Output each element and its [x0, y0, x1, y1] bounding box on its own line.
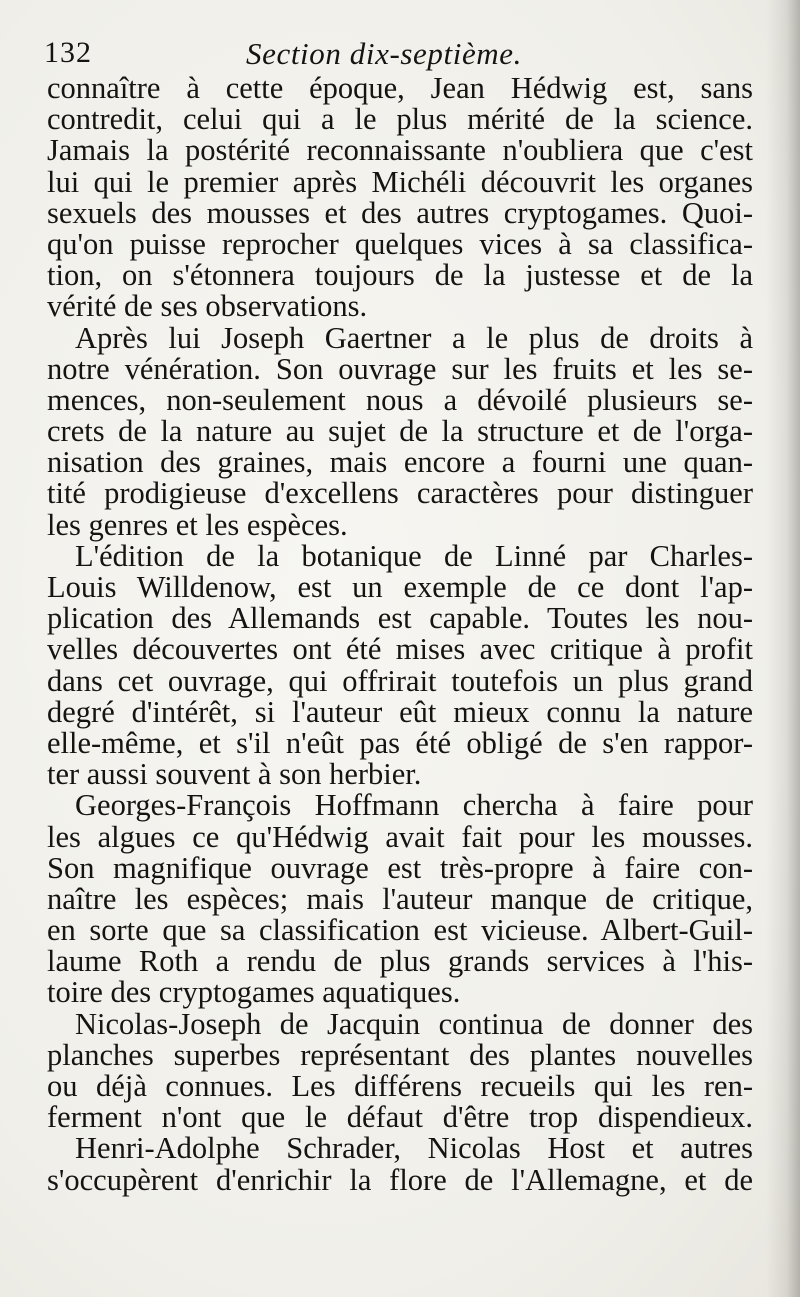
text-line: velles découvertes ont été mises avec critique à profit: [47, 632, 753, 667]
paragraph-start-line: L'édition de la botanique de Linné par Charles-: [75, 538, 753, 573]
text-line: naître les espèces; mais l'auteur manque de critique,: [47, 881, 753, 916]
paragraph-start-line: Nicolas-Joseph de Jacquin continua de donner des: [75, 1006, 753, 1041]
text-line: crets de la nature au sujet de la structure et de l'orga-: [47, 414, 753, 449]
text-line: laume Roth a rendu de plus grands services à l'his-: [47, 944, 753, 979]
running-head: [44, 36, 764, 76]
text-line: toire des cryptogames aquatiques.: [47, 975, 461, 1010]
text-line: degré d'intérêt, si l'auteur eût mieux connu la nature: [47, 694, 753, 729]
text-line: ou déjà connues. Les différens recueils qui les ren-: [47, 1069, 753, 1103]
paragraph-start-line: Georges-François Hoffmann chercha à faire pour: [75, 788, 753, 823]
text-line: Louis Willdenow, est un exemple de ce dont l'ap-: [47, 570, 753, 604]
section-title: Section dix-septième.: [246, 36, 522, 71]
paragraph-start-line: Après lui Joseph Gaertner a le plus de droits à: [75, 320, 753, 355]
text-line: connaître à cette époque, Jean Hédwig est, sans: [47, 71, 753, 105]
text-line: tité prodigieuse d'excellens caractères pour distinguer: [47, 476, 753, 511]
paragraph-start-line: Henri-Adolphe Schrader, Nicolas Host et autres: [75, 1131, 753, 1166]
text-line: les algues ce qu'Hédwig avait fait pour les mousses.: [47, 819, 753, 854]
text-line: s'occupèrent d'enrichir la flore de l'Allemagne, et de: [47, 1162, 753, 1197]
text-line: plication des Allemands est capable. Toutes les nou-: [47, 601, 753, 636]
text-line: en sorte que sa classification est vicieuse. Albert-Guil-: [47, 913, 753, 948]
text-line: planches superbes représentant des plantes nouvelles: [47, 1037, 753, 1072]
page-number: 132: [44, 36, 92, 69]
body-text: [47, 73, 753, 1196]
binding-shadow: [766, 0, 800, 1297]
text-line: qu'on puisse reprocher quelques vices à sa classifica-: [47, 226, 753, 261]
text-line: sexuels des mousses et des autres cryptogames. Quoi-: [47, 195, 753, 230]
text-line: contredit, celui qui a le plus mérité de la science.: [47, 102, 753, 137]
text-line: ferment n'ont que le défaut d'être trop dispendieux.: [47, 1100, 753, 1135]
text-line: vérité de ses observations.: [47, 289, 368, 324]
text-line: ter aussi souvent à son herbier.: [47, 757, 422, 792]
text-line: notre vénération. Son ouvrage sur les fruits et les se-: [47, 351, 753, 386]
text-line: Jamais la postérité reconnaissante n'oubliera que c'est: [47, 133, 753, 168]
text-line: tion, on s'étonnera toujours de la justesse et de la: [47, 258, 753, 293]
text-line: elle-même, et s'il n'eût pas été obligé de s'en rappor-: [47, 725, 753, 760]
text-line: dans cet ouvrage, qui offrirait toutefois un plus grand: [47, 663, 753, 698]
text-line: les genres et les espèces.: [47, 507, 348, 542]
text-line: mences, non-seulement nous a dévoilé plusieurs se-: [47, 382, 753, 417]
text-line: lui qui le premier après Michéli découvrit les organes: [47, 164, 753, 199]
text-line: Son magnifique ouvrage est très-propre à faire con-: [47, 850, 753, 885]
text-line: nisation des graines, mais encore a fourni une quan-: [47, 445, 753, 480]
